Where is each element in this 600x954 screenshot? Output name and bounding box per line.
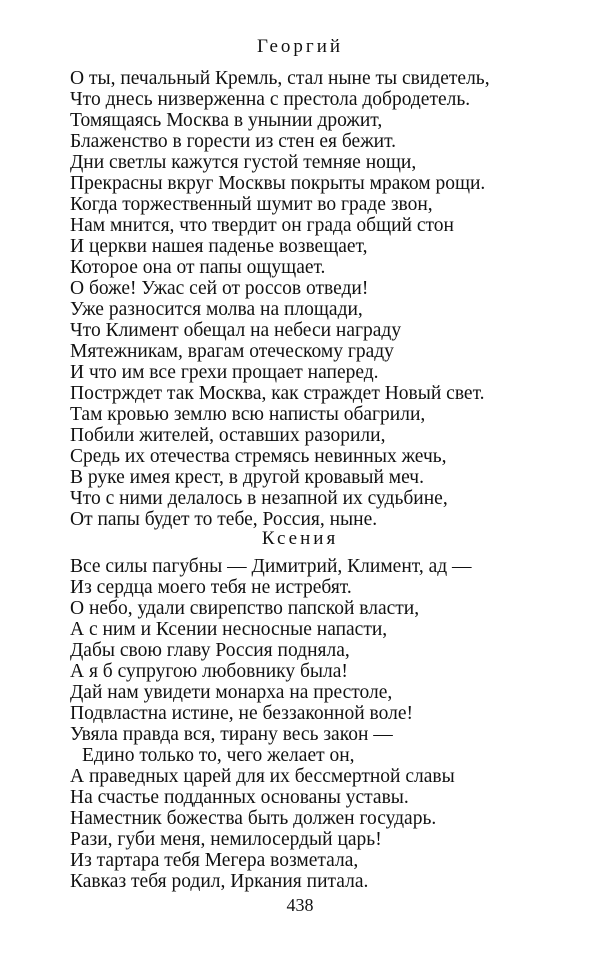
verse-line: От папы будет то тебе, Россия, ныне.: [70, 509, 378, 530]
verse-line: Все силы пагубны — Димитрий, Климент, ад —: [70, 556, 472, 577]
verse-line: А праведных царей для их бессмертной славы: [70, 766, 455, 787]
verse-line: Которое она от папы ощущает.: [70, 257, 326, 278]
verse-line: Побили жителей, оставших разорили,: [70, 425, 386, 446]
verse-line: Средь их отечества стремясь невинных жечь,: [70, 446, 447, 467]
verse-line: Наместник божества быть должен государь.: [70, 808, 437, 829]
verse-line: А я б супругою любовнику была!: [70, 661, 348, 682]
page-number: 438: [286, 895, 314, 915]
verse-line: Едино только то, чего желает он,: [82, 745, 355, 766]
verse-line: Томящаясь Москва в унынии дрожит,: [70, 110, 383, 131]
verse-line: Что днесь низверженна с престола добродетель.: [70, 89, 471, 110]
verse-line: Дай нам увидети монарха на престоле,: [70, 682, 393, 703]
verse-line: Кавказ тебя родил, Иркания питала.: [70, 871, 369, 892]
verse-line: Блаженство в горести из стен ея бежит.: [70, 131, 397, 152]
verse-line: Мятежникам, врагам отеческому граду: [70, 341, 394, 362]
verse-line: Увяла правда вся, тирану весь закон —: [70, 724, 393, 745]
verse-line: Дабы свою главу Россия подняла,: [70, 640, 350, 661]
verse-line: Пострждет так Москва, как страждет Новый свет.: [70, 383, 485, 404]
verse-line: А с ним и Ксении несносные напасти,: [70, 619, 388, 640]
verse-line: Прекрасны вкруг Москвы покрыты мраком рощи.: [70, 173, 486, 194]
verse-block-georgy: [70, 68, 570, 530]
verse-block-ksenia: [70, 556, 570, 892]
verse-line: О ты, печальный Кремль, стал ныне ты свидетель,: [70, 68, 490, 89]
verse-line: Уже разносится молва на площади,: [70, 299, 363, 320]
verse-line: Там кровью землю всю написты обагрили,: [70, 404, 426, 425]
verse-line: Из тартара тебя Мегера возметала,: [70, 850, 359, 871]
verse-line: Что с ними делалось в незапной их судьбине,: [70, 488, 448, 509]
verse-line: И что им все грехи прощает наперед.: [70, 362, 379, 383]
verse-line: О небо, удали свирепство папской власти,: [70, 598, 420, 619]
verse-line: Дни светлы кажутся густой темняе нощи,: [70, 152, 417, 173]
verse-line: И церкви нашея паденье возвещает,: [70, 236, 368, 257]
speaker-heading-georgy: Георгий: [256, 36, 344, 57]
verse-line: Что Климент обещал на небеси награду: [70, 320, 402, 341]
speaker-heading-ksenia: Ксения: [261, 528, 339, 549]
verse-line: Из сердца моего тебя не истребят.: [70, 577, 352, 598]
verse-line: Нам мнится, что твердит он града общий стон: [70, 215, 454, 236]
verse-line: О боже! Ужас сей от россов отведи!: [70, 278, 369, 299]
verse-line: Рази, губи меня, немилосердый царь!: [70, 829, 382, 850]
verse-line: Когда торжественный шумит во граде звон,: [70, 194, 433, 215]
verse-line: На счастье подданных основаны уставы.: [70, 787, 409, 808]
verse-line: В руке имея крест, в другой кровавый меч.: [70, 467, 424, 488]
verse-line: Подвластна истине, не беззаконной воле!: [70, 703, 413, 724]
